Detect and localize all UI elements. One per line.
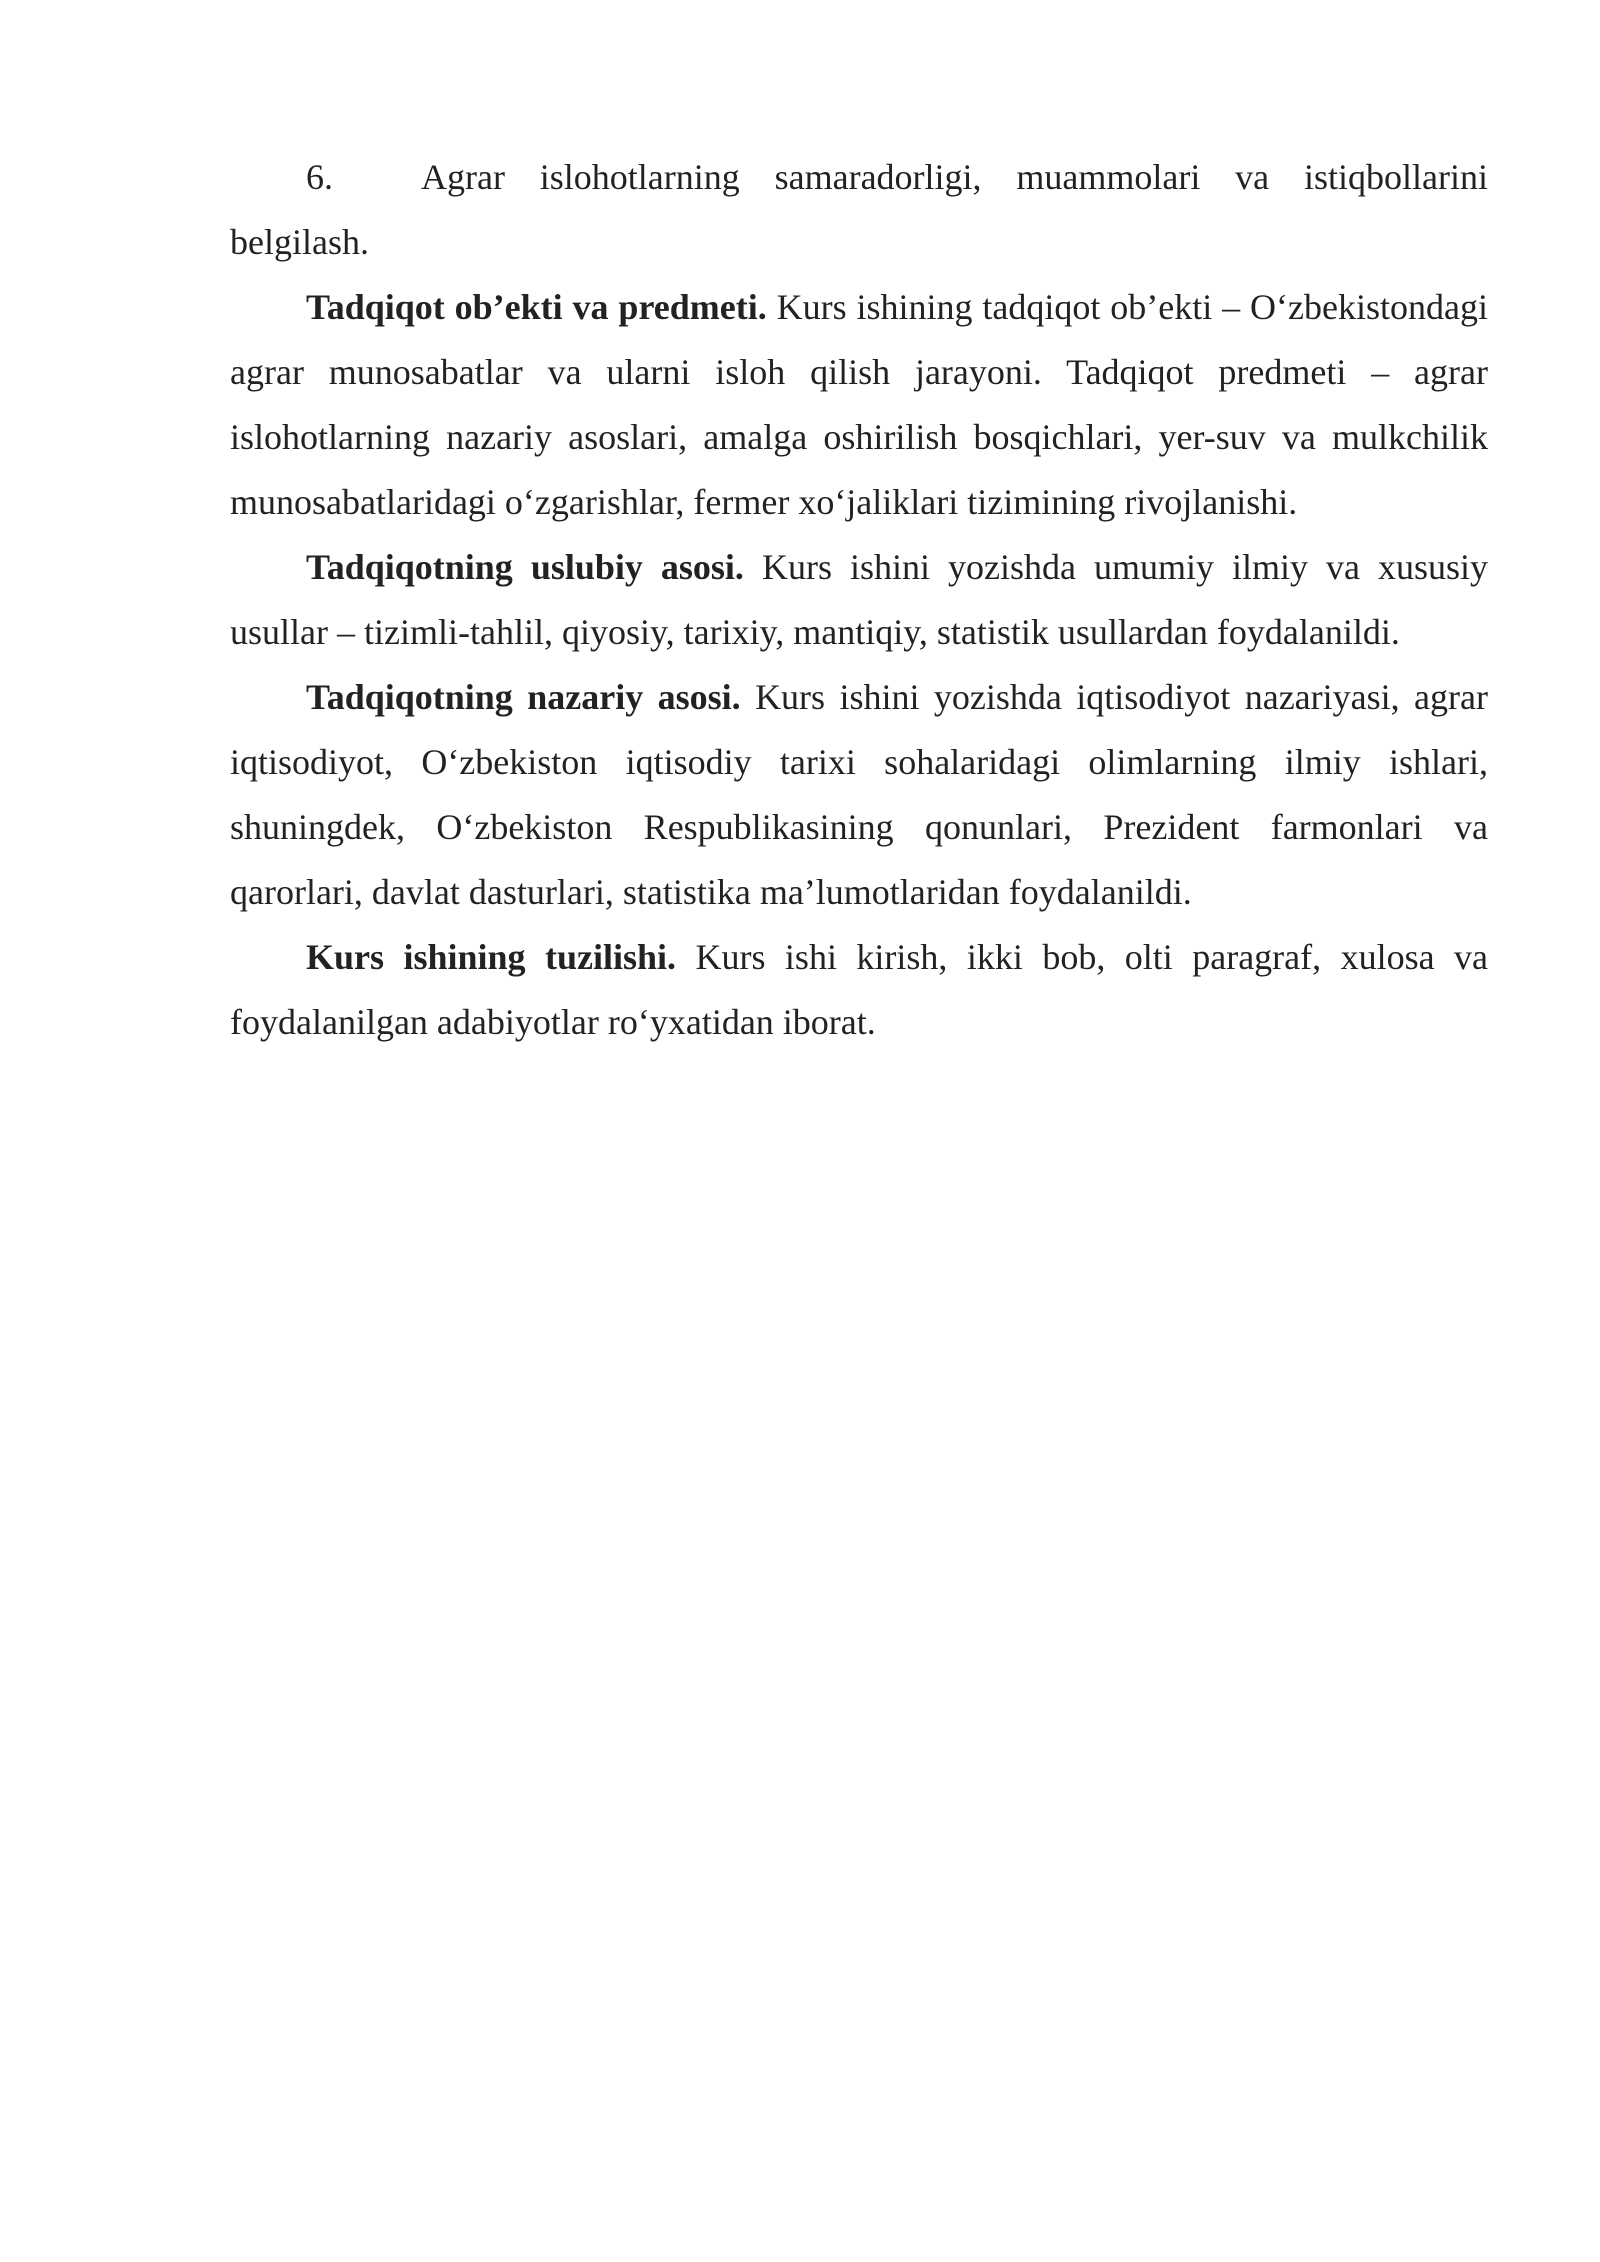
paragraph-text: Kurs ishi kirish, ikki bob, olti paragraf, xulosa va foydalanilgan adabiyotlar ro‘yxatidan iborat.: [230, 937, 1488, 1042]
paragraph-research-object: [230, 275, 1488, 535]
paragraph-text: Kurs ishini yozishda iqtisodiyot nazariyasi, agrar iqtisodiyot, O‘zbekiston iqtisodiy tarixi sohalaridagi olimlarning ilmiy ishlari, shuningdek, O‘zbekiston Respublikasining qonunlari, Prezident farmonlari va qarorlari, davlat dasturlari, statistika ma’lumotlaridan foydalanildi.: [230, 677, 1488, 912]
paragraph-text: Kurs ishining tadqiqot ob’ekti – O‘zbekistondagi agrar munosabatlar va ularni isloh qilish jarayoni. Tadqiqot predmeti – agrar islohotlarning nazariy asoslari, amalga oshirilish bosqichlari, yer-suv va mulkchilik munosabatlaridagi o‘zgarishlar, fermer xo‘jaliklari tizimining rivojlanishi.: [230, 287, 1488, 522]
paragraph-text: Kurs ishini yozishda umumiy ilmiy va xususiy usullar – tizimli-tahlil, qiyosiy, tarixiy, mantiqiy, statistik usullardan foydalanildi.: [230, 547, 1489, 652]
paragraph-heading: Kurs ishining tuzilishi.: [306, 937, 677, 977]
document-body: [230, 145, 1488, 1055]
paragraph-theoretical-basis: [230, 665, 1488, 925]
item-text: Agrar islohotlarning samaradorligi, muammolari va istiqbollarini belgilash.: [230, 157, 1488, 262]
item-number: 6.: [306, 157, 333, 197]
paragraph-heading: Tadqiqotning uslubiy asosi.: [306, 547, 744, 587]
numbered-item-6: [230, 145, 1488, 275]
paragraph-heading: Tadqiqotning nazariy asosi.: [306, 677, 741, 717]
paragraph-methodological-basis: [230, 535, 1488, 665]
paragraph-structure: [230, 925, 1488, 1055]
paragraph-heading: Tadqiqot ob’ekti va predmeti.: [306, 287, 767, 327]
